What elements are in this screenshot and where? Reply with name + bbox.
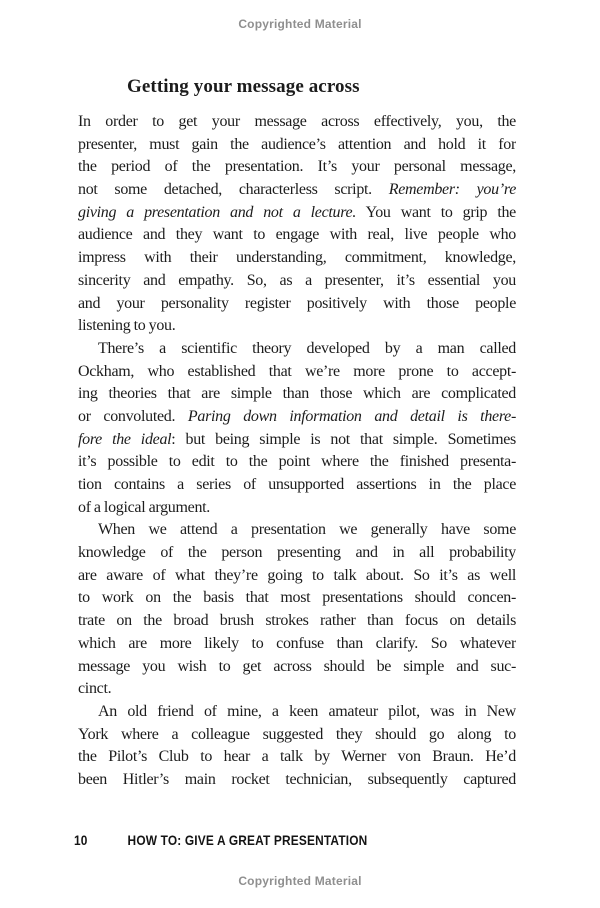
text-line: knowledge of the person presenting and in all probability (78, 544, 516, 562)
text-line: cinct. (78, 680, 112, 698)
text-line: York where a colleague suggested they should go along to (78, 725, 516, 743)
text-line: or convoluted. Paring down information and detail is there- (78, 407, 516, 425)
text-line: ing theories that are simple than those which are complicated (78, 385, 516, 403)
text-line: trate on the broad brush strokes rather than focus on details (78, 612, 516, 630)
text-line: fore the ideal: but being simple is not that simple. Sometimes (78, 430, 516, 448)
text-line: When we attend a presentation we generally have some (98, 521, 516, 539)
text-line: which are more likely to confuse than clarify. So whatever (78, 634, 516, 652)
page-footer (74, 832, 367, 848)
copyright-notice-top: Copyrighted Material (238, 17, 362, 31)
text-line: the period of the presentation. It’s your personal message, (78, 158, 516, 176)
text-line: There’s a scientific theory developed by a man called (98, 339, 516, 357)
text-line: the Pilot’s Club to hear a talk by Werner von Braun. He’d (78, 748, 516, 766)
text-line: are aware of what they’re going to talk about. So it’s as well (78, 566, 516, 584)
page-number: 10 (74, 832, 88, 848)
text-line: An old friend of mine, a keen amateur pilot, was in New (98, 702, 516, 720)
page-title: Getting your message across (127, 75, 360, 97)
text-line: message you wish to get across should be simple and suc- (78, 657, 516, 675)
text-line: been Hitler’s main rocket technician, subsequently captured (78, 770, 516, 788)
running-title: HOW TO: GIVE A GREAT PRESENTATION (127, 832, 368, 848)
text-line: not some detached, characterless script. Remember: you’re (78, 181, 516, 199)
text-line: Ockham, who established that we’re more prone to accept- (78, 362, 516, 380)
text-line: In order to get your message across effectively, you, the (78, 113, 516, 130)
text-line: presenter, must gain the audience’s attention and hold it for (78, 135, 516, 153)
text-line: sincerity and empathy. So, as a presenter, it’s essential you (78, 271, 516, 289)
text-line: listening to you. (78, 317, 176, 335)
text-line: giving a presentation and not a lecture. You want to grip the (78, 203, 516, 221)
copyright-notice-bottom: Copyrighted Material (238, 874, 362, 888)
text-line: it’s possible to edit to the point where the finished presenta- (78, 453, 516, 471)
text-line: of a logical argument. (78, 498, 211, 516)
text-line: and your personality register positively with those people (78, 294, 516, 312)
body-text (78, 111, 516, 792)
text-line: to work on the basis that most presentations should concen- (78, 589, 516, 607)
text-line: impress with their understanding, commitment, knowledge, (78, 249, 516, 267)
text-line: tion contains a series of unsupported assertions in the place (78, 476, 516, 493)
text-line: audience and they want to engage with real, live people who (78, 226, 516, 244)
